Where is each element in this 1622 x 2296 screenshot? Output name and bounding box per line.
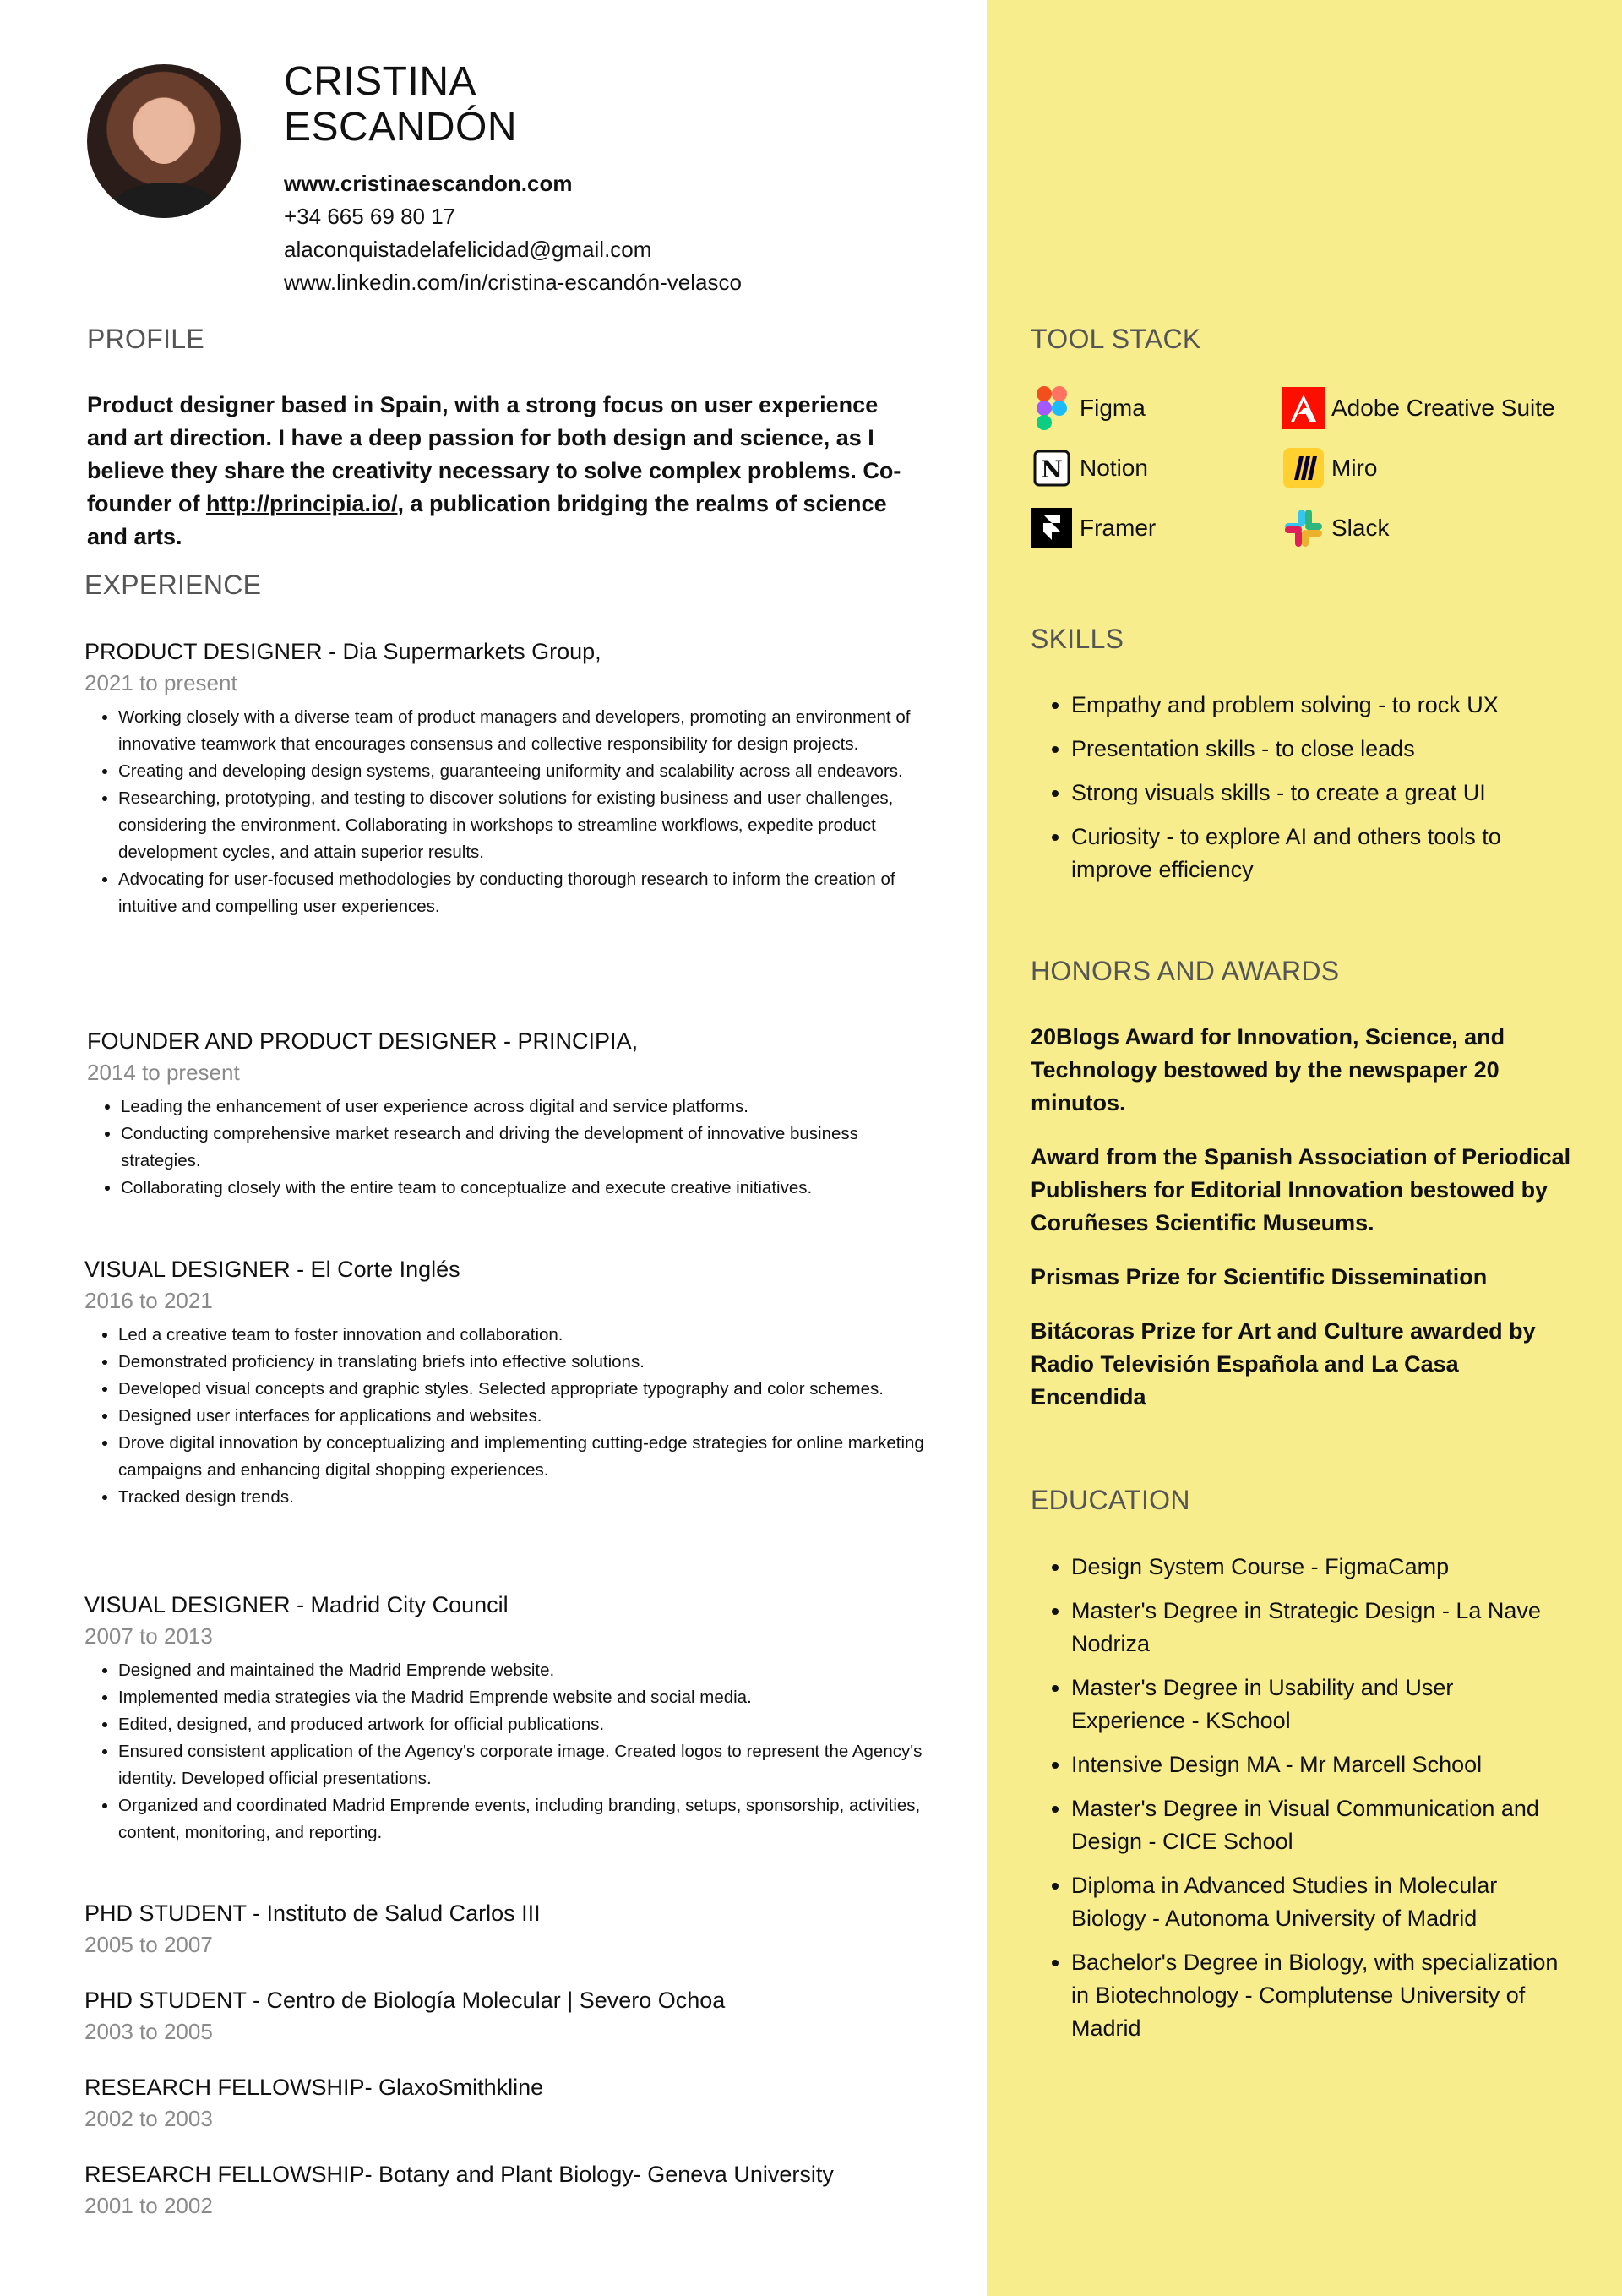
- job-bullet: • Creating and developing design systems, guaranteeing uniformity and scalability across all endeavors.: [118, 758, 929, 785]
- job-bullets: [84, 1657, 929, 1846]
- list-item: • Strong visuals skills - to create a great UI: [1071, 777, 1571, 810]
- job-dates: 2003 to 2005: [84, 2019, 213, 2044]
- tool-notion: [1031, 447, 1148, 489]
- tool-label: Notion: [1080, 455, 1148, 481]
- award-item: Bitácoras Prize for Art and Culture awarded by Radio Televisión Española and La Casa Encendida: [1031, 1318, 1536, 1410]
- tool-label: Miro: [1331, 455, 1378, 481]
- job-entry: [87, 1026, 932, 1202]
- education-heading: EDUCATION: [1031, 1485, 1190, 1515]
- tool-slack: [1282, 507, 1389, 549]
- tool-label: Slack: [1331, 515, 1390, 541]
- job-dates: 2014 to present: [87, 1060, 240, 1085]
- job-entry: [84, 2159, 929, 2222]
- job-dates: 2005 to 2007: [84, 1932, 213, 1957]
- job-bullet: • Edited, designed, and produced artwork for official publications.: [118, 1711, 929, 1738]
- job-dates: 2007 to 2013: [84, 1623, 213, 1649]
- award-item: Award from the Spanish Association of Periodical Publishers for Editorial Innovation bestowed by Coruñeses Scientific Museums.: [1031, 1144, 1571, 1235]
- tool-label: Figma: [1080, 395, 1146, 421]
- tool-miro: [1282, 447, 1377, 489]
- list-item: • Master's Degree in Visual Communication and Design - CICE School: [1071, 1792, 1571, 1858]
- list-item: • Presentation skills - to close leads: [1071, 733, 1571, 766]
- job-entry: [84, 1898, 929, 1961]
- job-bullets: [84, 1322, 929, 1511]
- slack-icon: [1282, 507, 1325, 549]
- job-bullet: • Conducting comprehensive market research and driving the development of innovative business strategies.: [121, 1121, 932, 1175]
- list-item: • Empathy and problem solving - to rock UX: [1071, 689, 1571, 722]
- job-bullet: • Tracked design trends.: [118, 1484, 929, 1511]
- figma-icon: [1031, 387, 1073, 429]
- job-title: PHD STUDENT - Centro de Biología Molecular | Severo Ochoa: [84, 1988, 726, 2013]
- principia-link[interactable]: http://principia.io/: [205, 491, 398, 516]
- job-bullets: [84, 704, 929, 920]
- job-bullet: • Implemented media strategies via the Madrid Emprende website and social media.: [118, 1684, 929, 1711]
- tool-stack-heading: TOOL STACK: [1031, 324, 1201, 354]
- job-entry: [84, 636, 929, 920]
- job-entry: [84, 1254, 929, 1511]
- skills-heading: SKILLS: [1031, 624, 1124, 654]
- education-list: [1031, 1551, 1571, 2056]
- job-title: FOUNDER AND PRODUCT DESIGNER - PRINCIPIA,: [87, 1028, 639, 1054]
- job-entry: [84, 2072, 929, 2135]
- linkedin-link[interactable]: www.linkedin.com/in/cristina-escandón-velasco: [284, 270, 742, 295]
- job-bullet: • Designed user interfaces for applications and websites.: [118, 1403, 929, 1430]
- list-item: • Bachelor's Degree in Biology, with specialization in Biotechnology - Complutense University of Madrid: [1071, 1946, 1571, 2045]
- job-title: RESEARCH FELLOWSHIP- Botany and Plant Biology- Geneva University: [84, 2162, 834, 2187]
- svg-text:N: N: [1041, 455, 1063, 483]
- tool-label: Framer: [1080, 515, 1157, 541]
- job-bullet: • Organized and coordinated Madrid Emprende events, including branding, setups, sponsorship, activities, content, monitoring, and reporting.: [118, 1792, 929, 1846]
- job-bullet: • Researching, prototyping, and testing to discover solutions for existing business and user challenges, considering the environment. Collaborating in workshops to streamline workflows, expedite product development cycles, and attain superior results.: [118, 785, 929, 866]
- award-item: Prismas Prize for Scientific Dissemination: [1031, 1264, 1488, 1290]
- list-item: • Master's Degree in Usability and User Experience - KSchool: [1071, 1672, 1571, 1737]
- tool-label: Adobe Creative Suite: [1331, 395, 1555, 421]
- job-dates: 2002 to 2003: [84, 2106, 213, 2131]
- avatar: [87, 64, 241, 218]
- tool-adobe: [1282, 387, 1555, 429]
- awards-list: [1031, 1021, 1580, 1435]
- list-item: • Master's Degree in Strategic Design - La Nave Nodriza: [1071, 1595, 1571, 1661]
- contact-block: [284, 167, 742, 299]
- candidate-name: [284, 59, 517, 150]
- job-bullet: • Advocating for user-focused methodologies by conducting thorough research to inform the creation of intuitive and compelling user experiences.: [118, 866, 929, 920]
- job-title: VISUAL DESIGNER - El Corte Inglés: [84, 1257, 460, 1282]
- email-address[interactable]: alaconquistadelafelicidad@gmail.com: [284, 237, 652, 262]
- job-bullet: • Drove digital innovation by conceptualizing and implementing cutting-edge strategies for online marketing campaigns and enhancing digital shopping experiences.: [118, 1430, 929, 1484]
- honors-heading: HONORS AND AWARDS: [1031, 956, 1340, 986]
- list-item: • Diploma in Advanced Studies in Molecular Biology - Autonoma University of Madrid: [1071, 1869, 1571, 1935]
- job-dates: 2016 to 2021: [84, 1288, 213, 1313]
- job-bullet: • Led a creative team to foster innovation and collaboration.: [118, 1322, 929, 1349]
- framer-icon: [1031, 507, 1073, 549]
- list-item: • Curiosity - to explore AI and others tools to improve efficiency: [1071, 821, 1571, 886]
- profile-text-part2: , a publication bridging the realms of science and arts.: [87, 491, 887, 549]
- website-link[interactable]: www.cristinaescandon.com: [284, 171, 573, 196]
- skills-list: [1031, 689, 1571, 897]
- profile-heading: PROFILE: [87, 324, 205, 354]
- list-item: • Intensive Design MA - Mr Marcell School: [1071, 1748, 1571, 1781]
- adobe-icon: [1282, 387, 1325, 429]
- job-bullet: • Developed visual concepts and graphic styles. Selected appropriate typography and color schemes.: [118, 1376, 929, 1403]
- name-line-1: CRISTINA: [284, 59, 477, 104]
- notion-icon: [1031, 447, 1073, 489]
- tool-figma: [1031, 387, 1146, 429]
- job-title: RESEARCH FELLOWSHIP- GlaxoSmithkline: [84, 2075, 544, 2100]
- award-item: 20Blogs Award for Innovation, Science, and Technology bestowed by the newspaper 20 minutos.: [1031, 1024, 1505, 1115]
- job-bullet: • Designed and maintained the Madrid Emprende website.: [118, 1657, 929, 1684]
- job-bullets: [87, 1093, 932, 1202]
- job-bullet: • Working closely with a diverse team of product managers and developers, promoting an environment of innovative teamwork that encourages consensus and collective responsibility for design projects.: [118, 704, 929, 758]
- job-entry: [84, 1985, 929, 2048]
- profile-text-part1: Product designer based in Spain, with a strong focus on user experience and art direction. I have a deep passion for both design and science, as I believe they share the creativity necessary to solve complex problems. Co-founder of: [87, 392, 901, 516]
- list-item: • Design System Course - FigmaCamp: [1071, 1551, 1571, 1584]
- phone-number: +34 665 69 80 17: [284, 204, 456, 229]
- name-line-2: ESCANDÓN: [284, 105, 518, 150]
- job-bullet: • Ensured consistent application of the Agency's corporate image. Created logos to represent the Agency's identity. Developed official presentations.: [118, 1738, 929, 1792]
- miro-icon: [1282, 447, 1325, 489]
- job-bullet: • Demonstrated proficiency in translating briefs into effective solutions.: [118, 1349, 929, 1376]
- job-dates: 2021 to present: [84, 670, 237, 695]
- profile-text: [87, 389, 915, 554]
- job-title: VISUAL DESIGNER - Madrid City Council: [84, 1592, 509, 1617]
- job-title: PHD STUDENT - Instituto de Salud Carlos III: [84, 1901, 541, 1926]
- job-dates: 2001 to 2002: [84, 2193, 213, 2218]
- experience-heading: EXPERIENCE: [84, 570, 262, 600]
- tool-framer: [1031, 507, 1156, 549]
- job-bullet: • Collaborating closely with the entire team to conceptualize and execute creative initiatives.: [121, 1175, 932, 1202]
- job-title: PRODUCT DESIGNER - Dia Supermarkets Group,: [84, 639, 601, 664]
- job-bullet: • Leading the enhancement of user experience across digital and service platforms.: [121, 1093, 932, 1121]
- job-entry: [84, 1590, 929, 1846]
